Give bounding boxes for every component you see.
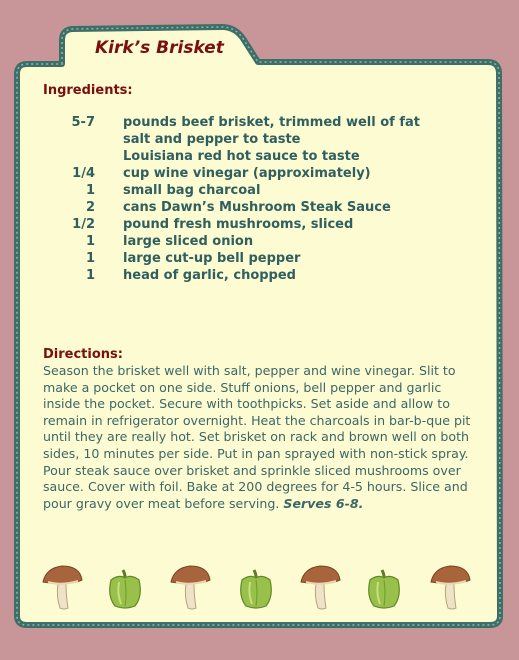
mushroom-icon [168,562,212,612]
ingredients-heading: Ingredients: [43,83,133,98]
ingredient-qty: 1 [85,183,95,198]
ingredient-item: pound fresh mushrooms, sliced [123,217,354,232]
ingredient-item: small bag charcoal [123,183,261,198]
ingredient-row [60,233,420,250]
bell-pepper-icon [236,568,276,610]
ingredient-item: head of garlic, chopped [123,268,296,283]
directions-text [43,363,475,512]
ingredient-row [60,114,420,131]
ingredient-row [60,131,420,148]
serves-note: Serves 6-8. [283,495,364,511]
ingredient-row [60,199,420,216]
mushroom-icon [298,562,342,612]
bell-pepper-icon [105,568,145,610]
ingredient-qty: 2 [85,200,95,215]
ingredient-item: large sliced onion [123,234,254,249]
ingredients-list [60,114,420,284]
ingredient-row [60,216,420,233]
ingredient-item: Louisiana red hot sauce to taste [123,149,360,164]
ingredient-row [60,250,420,267]
ingredient-item: pounds beef brisket, trimmed well of fat [123,115,420,130]
ingredient-qty [60,148,95,165]
directions-heading: Directions: [43,347,123,362]
ingredient-qty: 1 [85,268,95,283]
ingredient-qty: 1/2 [72,217,95,232]
ingredient-item: salt and pepper to taste [123,132,301,147]
mushroom-icon [428,562,472,612]
mushroom-icon [40,562,84,612]
ingredient-row [60,182,420,199]
ingredient-qty: 1/4 [72,166,95,181]
ingredient-item: cup wine vinegar (approximately) [123,166,371,181]
directions-body: Season the brisket well with salt, pepper and wine vinegar. Slit to make a pocket on one side. Stuff onions, bell pepper and garlic inside the pocket. Secure with toothpicks. Set aside and allow to remain in refrigerator overnight. Heat the charcoals in bar-b-que pit until they are really hot. Set brisket on rack and brown well on both sides, 10 minutes per side. Put in pan sprayed with non-stick spray. Pour steak sauce over brisket and sprinkle sliced mushrooms over sauce. Cover with foil. Bake at 200 degrees for 4-5 hours. Slice and pour gravy over meat before serving. [43,363,471,511]
ingredient-item: cans Dawn’s Mushroom Steak Sauce [123,200,391,215]
ingredient-row [60,148,420,165]
ingredient-row [60,165,420,182]
ingredient-qty [60,131,95,148]
ingredient-qty: 5-7 [71,115,95,130]
recipe-title: Kirk’s Brisket [95,38,224,58]
bell-pepper-icon [364,568,404,610]
ingredient-qty: 1 [85,234,95,249]
ingredient-item: large cut-up bell pepper [123,251,301,266]
ingredient-qty: 1 [85,251,95,266]
ingredient-row [60,267,420,284]
